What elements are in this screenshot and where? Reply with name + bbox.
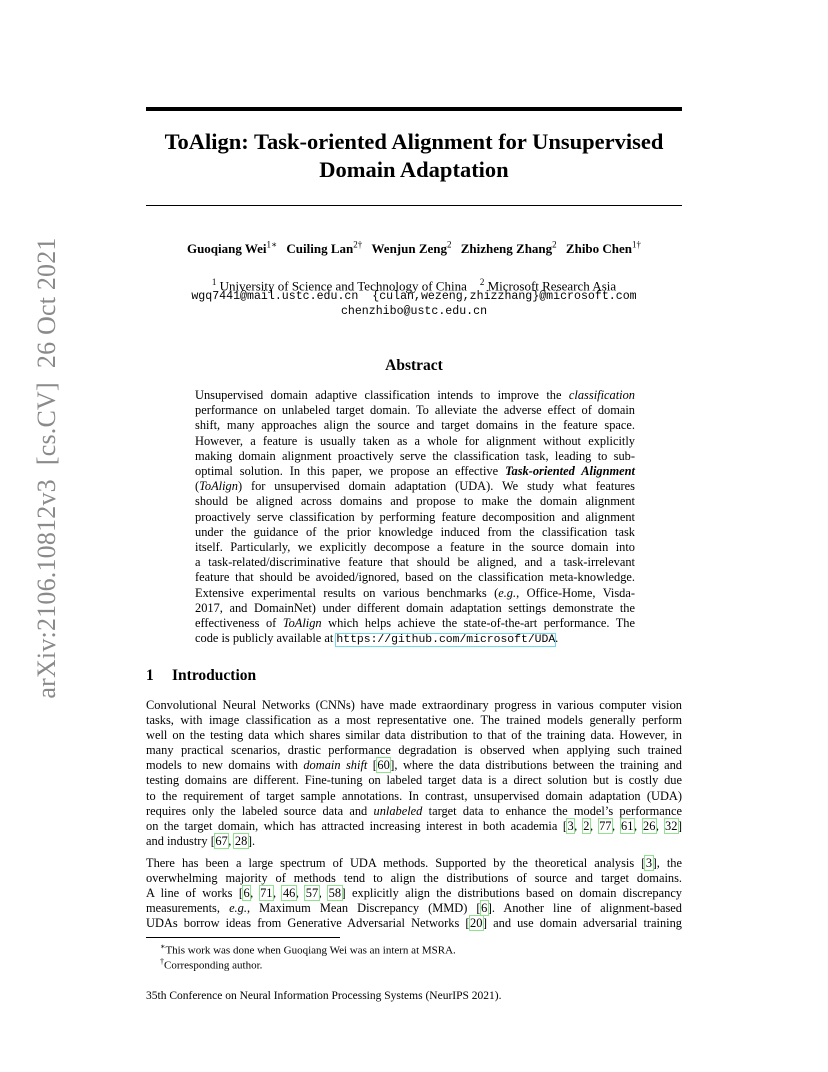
arxiv-category: [cs.CV] bbox=[32, 382, 61, 466]
author: Zhibo Chen$^{1\dagger}$ bbox=[565, 240, 642, 257]
author: Cuiling Lan$^{2\dagger}$ bbox=[286, 240, 363, 257]
citation-link[interactable]: 57 bbox=[305, 886, 319, 901]
section-heading: 1 Introduction bbox=[146, 667, 257, 684]
citation-link[interactable]: 20 bbox=[470, 916, 483, 931]
code-url-link[interactable]: https://github.com/microsoft/UDA bbox=[336, 634, 556, 647]
intro-paragraph-1: Convolutional Neural Networks (CNNs) have made extraordinary progress in various computer vision tasks, with image classification as a most representative one. The trained models generally perform well on the testing data which shares similar data distribution to that of the training data. However, in many practical scenarios, drastic performance degradation is observed when applying such trained models to new domains with domain shift [60], where the data distributions between the training and testing domains are different. Fine-tuning on labeled target data is a direct solution but is costly due to the requirement of target sample annotations. In contrast, unsupervised domain adaptation (UDA) requires only the labeled source data and unlabeled target data to enhance the model’s performance on the target domain, which has attracted increasing interest in both academia [3, 2, 77, 61, 26, 32] and industry [67, 28]. bbox=[146, 698, 683, 848]
footnote-2: †Corresponding author. bbox=[160, 957, 263, 972]
arxiv-stamp bbox=[32, 237, 62, 698]
email: {culan,wezeng,zhizzhang}@microsoft.com bbox=[372, 290, 637, 303]
author: Zhizheng Zhang$^2$ bbox=[460, 240, 557, 257]
citation-link[interactable]: 77 bbox=[599, 818, 612, 833]
citation-link[interactable]: 28 bbox=[234, 833, 248, 848]
citation-link[interactable]: 3 bbox=[567, 818, 574, 833]
title-bottom-rule bbox=[146, 205, 682, 206]
arxiv-date: 26 Oct 2021 bbox=[32, 237, 61, 369]
email: wgq7441@mail.ustc.edu.cn bbox=[191, 290, 359, 303]
email-row-2 bbox=[146, 305, 682, 318]
paper-title bbox=[146, 128, 682, 184]
title-line-2: Domain Adaptation bbox=[319, 157, 509, 182]
citation-link[interactable]: 2 bbox=[583, 818, 590, 833]
citation-link[interactable]: 46 bbox=[282, 886, 296, 901]
citation-link[interactable]: 3 bbox=[645, 856, 653, 870]
arxiv-id[interactable]: arXiv:2106.10812v3 bbox=[32, 479, 61, 699]
venue-note: 35th Conference on Neural Information Processing Systems (NeurIPS 2021). bbox=[146, 990, 502, 1002]
author-list bbox=[146, 240, 682, 257]
citation-link[interactable]: 61 bbox=[621, 818, 634, 833]
citation-link[interactable]: 6 bbox=[481, 901, 488, 916]
abstract-body: Unsupervised domain adaptive classification intends to improve the classification performance on unlabeled target domain. To alleviate the adverse effect of domain shift, many approaches align the source and target domains in the feature space. However, a feature is usually taken as a whole for alignment without explicitly making domain alignment proactively serve the classification task, leading to sub- optimal solution. In this paper, we propose an effective Task-oriented Alignment (ToAlign) for unsupervised domain adaptation (UDA). We study what features should be aligned across domains and propose to make the domain alignment proactively serve classification by performing feature decomposition and alignment under the guidance of the prior knowledge induced from the classification task itself. Particularly, we explicitly decompose a feature in the source domain into a task-related/discriminative feature that should be aligned, and a task-irrelevant feature that should be avoided/ignored, based on the classification meta-knowledge. Extensive experimental results on various benchmarks (e.g., Office-Home, Visda- 2017, and DomainNet) under different domain adaptation settings demonstrate the effectiveness of ToAlign which helps achieve the state-of-the-art performance. The code is publicly available at https://github.com/microsoft/UDA. bbox=[195, 388, 635, 647]
affiliation-1: University of Science and Technology of China bbox=[219, 278, 467, 294]
footnote-rule bbox=[146, 937, 340, 938]
citation-link[interactable]: 60 bbox=[377, 758, 390, 773]
footnote-1: ∗This work was done when Guoqiang Wei was an intern at MSRA. bbox=[160, 942, 456, 957]
affiliation-2: Microsoft Research Asia bbox=[487, 278, 617, 294]
citation-link[interactable]: 32 bbox=[665, 818, 678, 833]
title-line-1: ToAlign: Task-oriented Alignment for Unsupervised bbox=[164, 129, 664, 154]
affiliations: $^1$ University of Science and Technology of China $^2$ Microsoft Research Asia bbox=[211, 277, 617, 294]
email-row-1 bbox=[146, 290, 682, 303]
email: chenzhibo@ustc.edu.cn bbox=[340, 305, 488, 318]
intro-paragraph-2: There has been a large spectrum of UDA methods. Supported by the theoretical analysis [3], the overwhelming majority of methods tend to align the distributions of source and target domains. A line of works [6, 71, 46, 57, 58] explicitly align the distributions based on domain discrepancy measurements, e.g., Maximum Mean Discrepancy (MMD) [6]. Another line of alignment-based UDAs borrow ideas from Generative Adversarial Networks [20] and use domain adversarial training bbox=[146, 856, 683, 931]
author: Wenjun Zeng$^2$ bbox=[371, 240, 452, 257]
citation-link[interactable]: 6 bbox=[243, 886, 250, 901]
citation-link[interactable]: 71 bbox=[260, 886, 273, 901]
author: Guoqiang Wei$^{1∗}$ bbox=[186, 240, 278, 257]
abstract-heading: Abstract bbox=[385, 357, 443, 374]
citation-link[interactable]: 67 bbox=[215, 833, 228, 848]
citation-link[interactable]: 26 bbox=[643, 818, 656, 833]
title-top-rule bbox=[146, 107, 682, 111]
citation-link[interactable]: 58 bbox=[328, 886, 342, 901]
